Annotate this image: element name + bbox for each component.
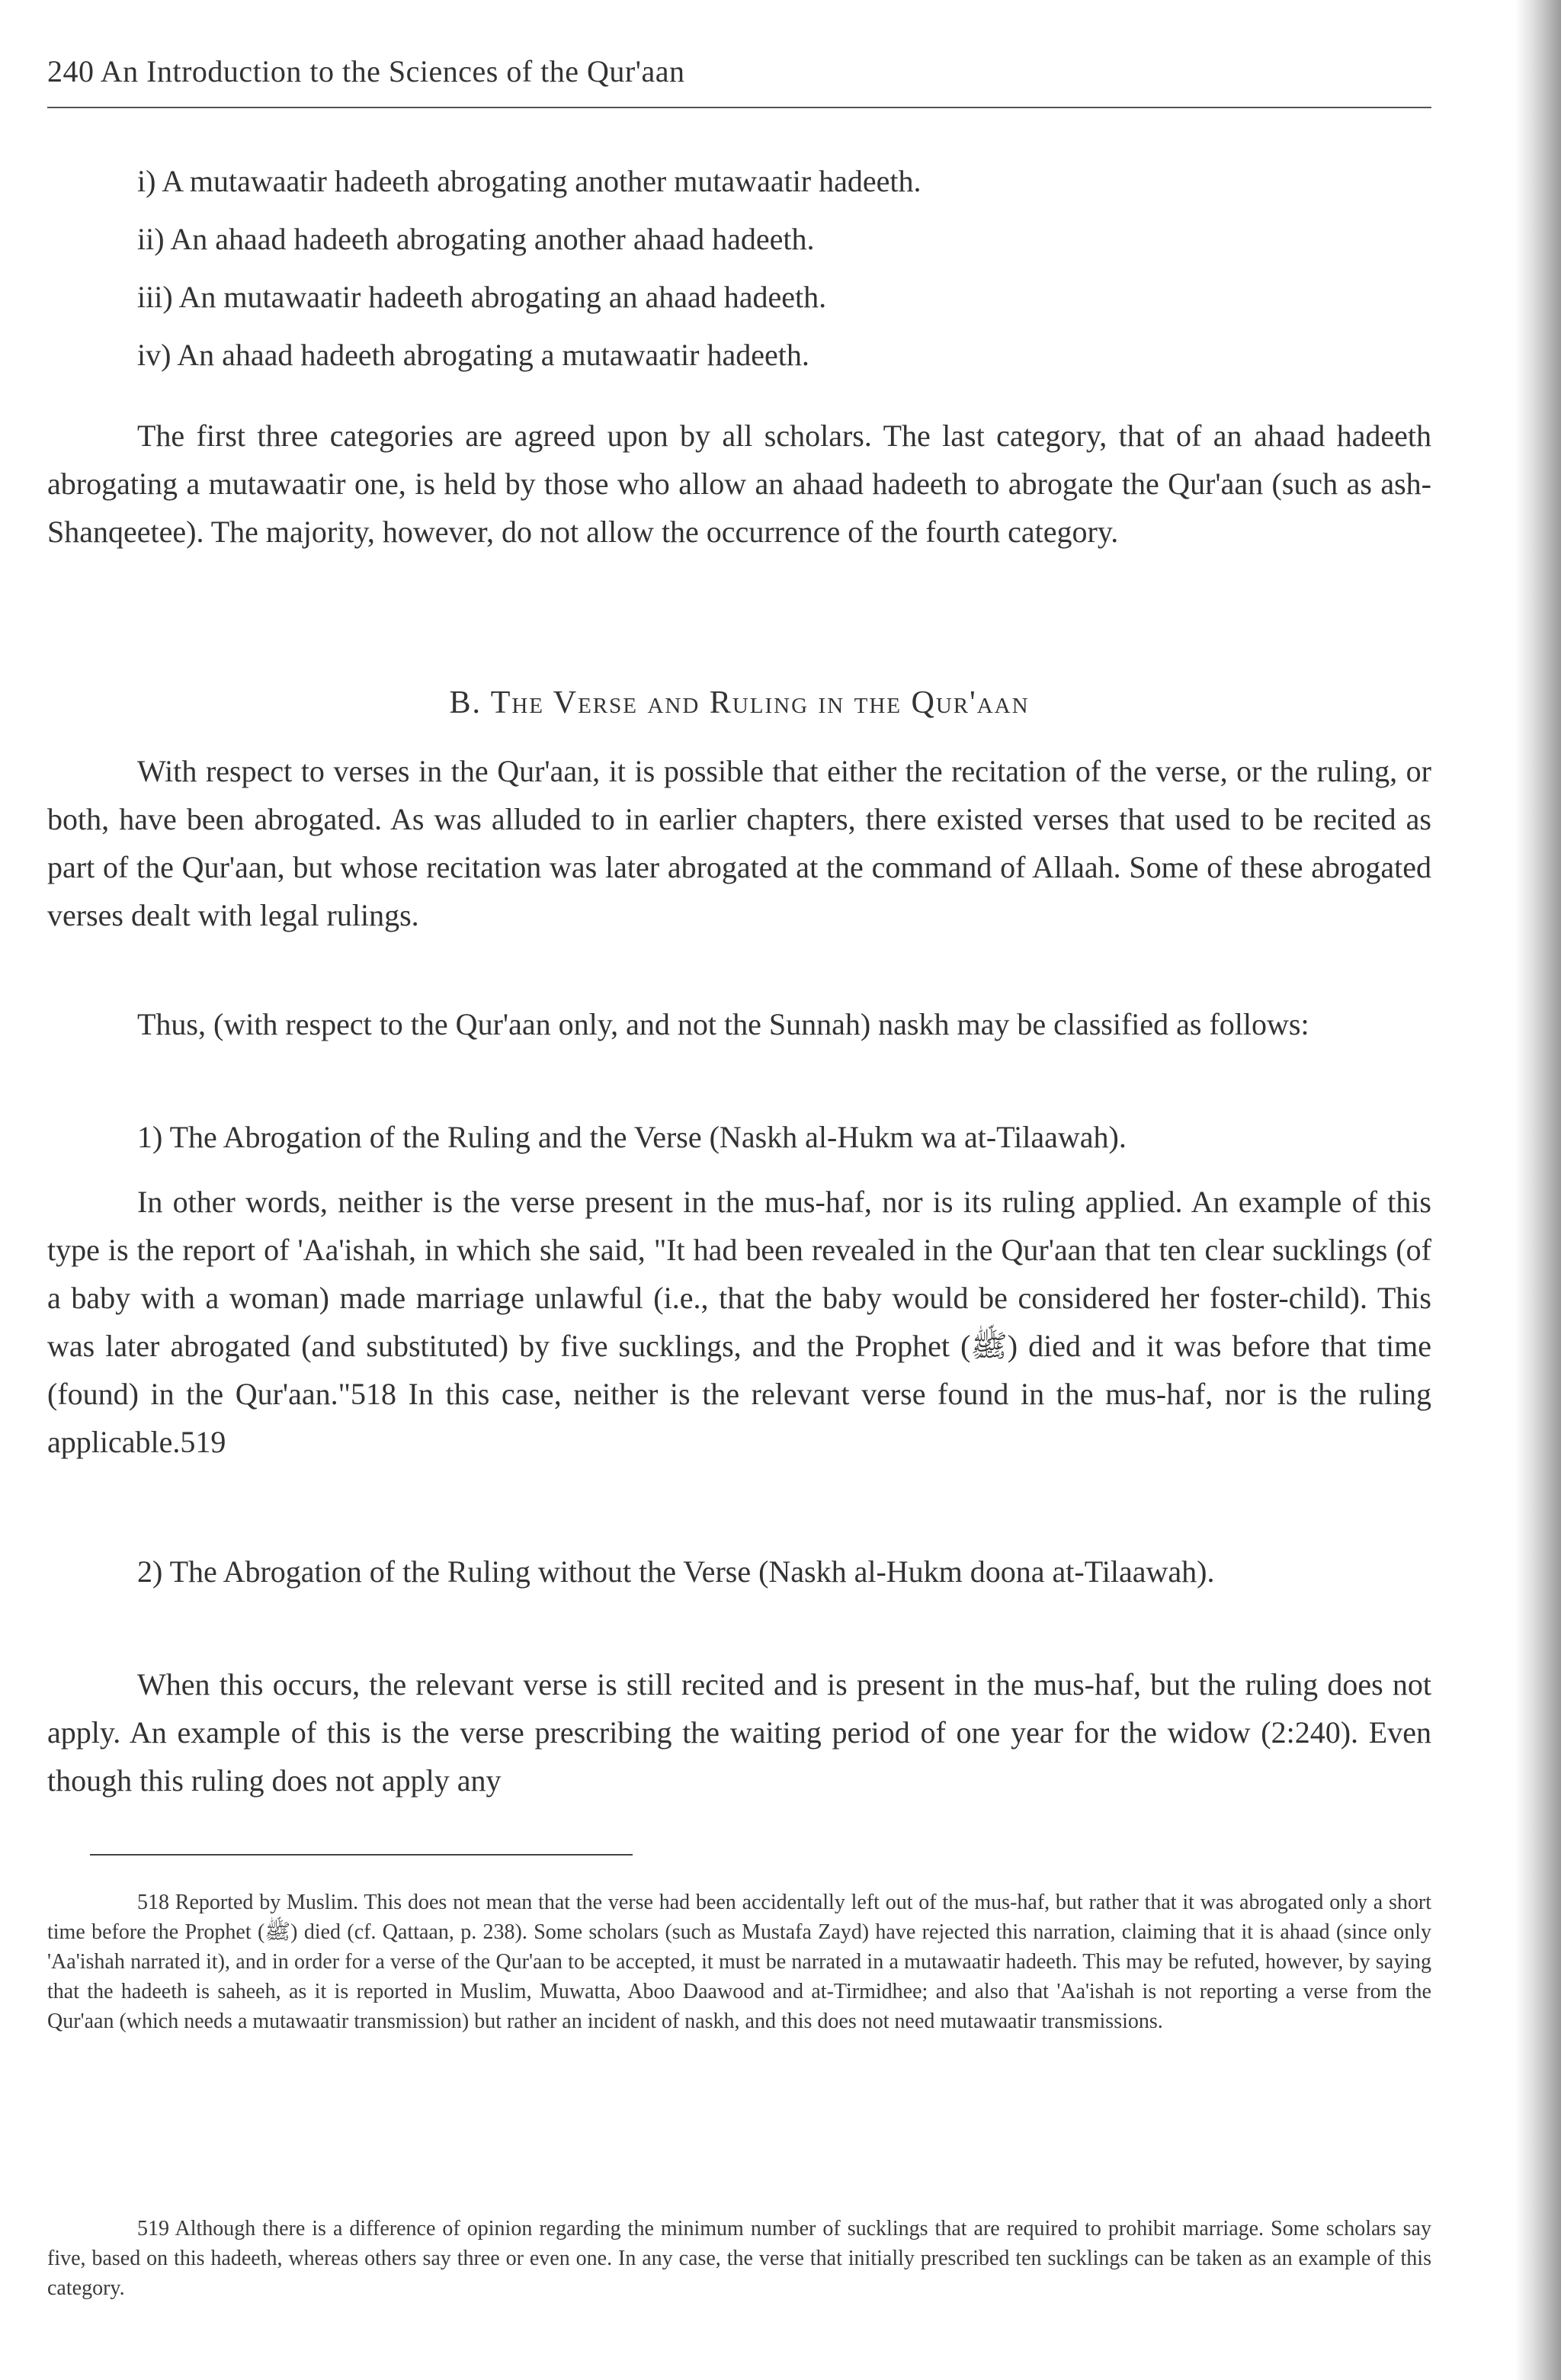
list-item-2: ii) An ahaad hadeeth abrogating another ahaad hadeeth. [137, 222, 815, 256]
list-item-4: iv) An ahaad hadeeth abrogating a mutawaatir hadeeth. [137, 338, 809, 372]
footnote-519: 519 Although there is a difference of opinion regarding the minimum number of sucklings that are required to prohibit marriage. Some scholars say five, based on this hadeeth, whereas others say three or even one. In any case, the verse that initially prescribed ten sucklings can be taken as an example of this category. [47, 2217, 1431, 2300]
section-title: B. The Verse and Ruling in the Qur'aan [449, 685, 1030, 720]
header-rule [47, 107, 1431, 108]
footnote-518: 518 Reported by Muslim. This does not mean that the verse had been accidentally left out of the mus-haf, but rather that it was abrogated only a short time before the Prophet (ﷺ) died (cf. Qattaan, p. 238). Some scholars (such as Mustafa Zayd) have rejected this narration, claiming that it is ahaad (since only 'Aa'ishah narrated it), and in order for a verse of the Qur'aan to be accepted, it must be narrated in a mutawaatir hadeeth. This may be refuted, however, by saying that the hadeeth is saheeh, as it is reported in Muslim, Muwatta, Aboo Daawood and at-Tirmidhee; and also that 'Aa'ishah is not reporting a verse from the Qur'aan (which needs a mutawaatir transmission) but rather an incident of naskh, and this does not need mutawaatir transmissions. [47, 1891, 1432, 2033]
paragraph-categories: The first three categories are agreed upon by all scholars. The last category, that of an ahaad hadeeth abrogating a mutawaatir one, is held by those who allow an ahaad hadeeth to abrogate the Qur'aan (such as ash-Shanqeetee). The majority, however, do not allow the occurrence of the fourth category. [47, 419, 1431, 549]
running-head: 240 An Introduction to the Sciences of the Qur'aan [47, 54, 685, 88]
footnote-rule [90, 1854, 633, 1856]
book-spine-shadow [1515, 0, 1561, 2380]
paragraph-verse-ruling: With respect to verses in the Qur'aan, it is possible that either the recitation of the verse, or the ruling, or both, have been abrogated. As was alluded to in earlier chapters, there existed verses that used to be recited as part of the Qur'aan, but whose recitation was later abrogated at the command of Allaah. Some of these abrogated verses dealt with legal rulings. [47, 754, 1431, 932]
paragraph-example-aaishah: In other words, neither is the verse present in the mus-haf, nor is its ruling applied. An example of this type is the report of 'Aa'ishah, in which she said, "It had been revealed in the Qur'aan that ten clear sucklings (of a baby with a woman) made marriage unlawful (i.e., that the baby would be considered her foster-child). This was later abrogated (and substituted) by five sucklings, and the Prophet (ﷺ) died and it was before that time (found) in the Qur'aan."518 In this case, neither is the relevant verse found in the mus-haf, nor is the ruling applicable.519 [47, 1185, 1431, 1459]
paragraph-classification: Thus, (with respect to the Qur'aan only, and not the Sunnah) naskh may be classified as follows: [137, 1007, 1309, 1041]
subheading-ruling-without-verse: 2) The Abrogation of the Ruling without the Verse (Naskh al-Hukm doona at-Tilaawah). [137, 1554, 1215, 1589]
subheading-ruling-and-verse: 1) The Abrogation of the Ruling and the Verse (Naskh al-Hukm wa at-Tilaawah). [137, 1120, 1127, 1154]
paragraph-waiting-period: When this occurs, the relevant verse is still recited and is present in the mus-haf, but the ruling does not apply. An example of this is the verse prescribing the waiting period of one year for the widow (2:240). Even though this ruling does not apply any [47, 1667, 1431, 1798]
list-item-3: iii) An mutawaatir hadeeth abrogating an ahaad hadeeth. [137, 280, 827, 314]
list-item-1: i) A mutawaatir hadeeth abrogating another mutawaatir hadeeth. [137, 164, 922, 198]
